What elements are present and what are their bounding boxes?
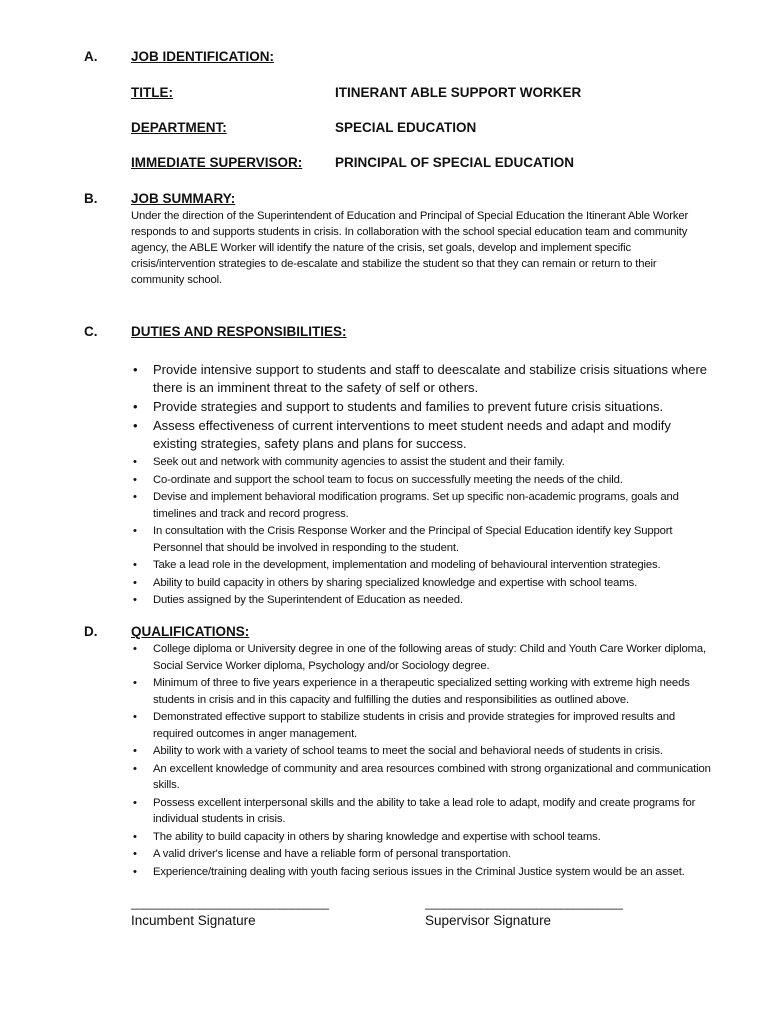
bullet-icon: • bbox=[133, 677, 137, 689]
supervisor-label: IMMEDIATE SUPERVISOR: bbox=[131, 155, 303, 170]
bullet-icon: • bbox=[133, 643, 137, 655]
section-c-letter: C. bbox=[84, 324, 98, 339]
duties-list bbox=[131, 361, 716, 610]
list-item: • Seek out and network with community agencies to assist the student and their family. bbox=[131, 454, 716, 471]
list-item: • Devise and implement behavioral modification programs. Set up specific non-academic programs, goals and timelines and track and record progress. bbox=[133, 491, 679, 520]
bullet-icon: • bbox=[133, 418, 138, 433]
section-b-heading: JOB SUMMARY: bbox=[131, 191, 236, 206]
bullet-icon: • bbox=[133, 830, 137, 843]
bullet-icon: • bbox=[133, 559, 137, 571]
list-item: • College diploma or University degree in one of the following areas of study: Child and Youth Care Worker diploma, Social Service Worker diploma, Psychology and/or Sociology degree. bbox=[133, 643, 707, 672]
section-a-letter: A. bbox=[84, 49, 98, 64]
bullet-icon: • bbox=[133, 745, 137, 757]
list-item: • Assess effectiveness of current interventions to meet student needs and adapt and modify existing strategies, safety plans and plans for success. bbox=[133, 418, 671, 451]
list-item: • Demonstrated effective support to stabilize students in crisis and provide strategies for improved results and required outcomes in anger management. bbox=[133, 711, 676, 740]
supervisor-signature-line: ________________________________ bbox=[425, 896, 623, 910]
supervisor-signature-label: Supervisor Signature bbox=[425, 913, 552, 928]
list-item: • In consultation with the Crisis Response Worker and the Principal of Special Education identify key Support Personnel that should be involved in responding to the student. bbox=[133, 525, 673, 554]
incumbent-signature-line: ________________________________ bbox=[131, 896, 329, 910]
bullet-icon: • bbox=[133, 762, 137, 775]
qualifications-list bbox=[131, 641, 716, 881]
bullet-icon: • bbox=[133, 576, 137, 589]
bullet-icon: • bbox=[133, 362, 138, 377]
bullet-icon: • bbox=[133, 865, 137, 878]
bullet-icon: • bbox=[133, 473, 137, 486]
list-item: • Co-ordinate and support the school team to focus on successfully meeting the needs of the child. bbox=[131, 472, 716, 489]
title-value: ITINERANT ABLE SUPPORT WORKER bbox=[335, 85, 582, 100]
incumbent-signature-label: Incumbent Signature bbox=[131, 913, 256, 928]
list-item: • Provide intensive support to students and staff to deescalate and stabilize crisis situations where there is an imminent threat to the safety of self or others. bbox=[133, 362, 708, 395]
section-d-heading: QUALIFICATIONS: bbox=[131, 624, 250, 639]
department-label: DEPARTMENT: bbox=[131, 120, 227, 135]
bullet-icon: • bbox=[133, 594, 137, 606]
list-item: • An excellent knowledge of community and area resources combined with strong organizational and communication skills. bbox=[133, 762, 711, 791]
list-item: • A valid driver's license and have a reliable form of personal transportation. bbox=[131, 846, 716, 863]
supervisor-value: PRINCIPAL OF SPECIAL EDUCATION bbox=[335, 155, 575, 170]
bullet-icon: • bbox=[133, 525, 137, 537]
job-summary-text: Under the direction of the Superintendent of Education and Principal of Special Education the Itinerant Able Worker responds to and supports students in crisis. In collaboration with the school special education team and community agency, the ABLE Worker will identify the nature of the crisis, set goals, develop and implement specific crisis/intervention strategies to de-escalate and stabilize the student so that they can remain or return to their community school. bbox=[131, 210, 689, 286]
bullet-icon: • bbox=[133, 796, 137, 809]
list-item: • Ability to work with a variety of school teams to meet the social and behavioral needs of students in crisis. bbox=[131, 743, 716, 760]
section-b-letter: B. bbox=[84, 191, 98, 206]
department-value: SPECIAL EDUCATION bbox=[335, 120, 477, 135]
list-item: • The ability to build capacity in others by sharing knowledge and expertise with school teams. bbox=[131, 829, 716, 846]
section-d-letter: D. bbox=[84, 624, 98, 639]
bullet-icon: • bbox=[133, 711, 137, 723]
list-item: • Provide strategies and support to students and families to prevent future crisis situations. bbox=[133, 399, 664, 414]
bullet-icon: • bbox=[133, 848, 137, 860]
bullet-icon: • bbox=[133, 399, 138, 414]
list-item: • Take a lead role in the development, implementation and modeling of behavioural intervention strategies. bbox=[131, 557, 716, 574]
list-item: • Minimum of three to five years experience in a therapeutic specialized setting working with extreme high needs students in crisis and in this capacity and fulfilling the duties and responsibilities as outlined above. bbox=[133, 677, 690, 706]
list-item: • Possess excellent interpersonal skills and the ability to take a lead role to adapt, modify and create programs for individual students in crisis. bbox=[133, 796, 696, 825]
section-c-heading: DUTIES AND RESPONSIBILITIES: bbox=[131, 324, 347, 339]
bullet-icon: • bbox=[133, 456, 137, 468]
bullet-icon: • bbox=[133, 491, 137, 503]
list-item: • Experience/training dealing with youth facing serious issues in the Criminal Justice system would be an asset. bbox=[131, 864, 716, 881]
list-item: • Duties assigned by the Superintendent of Education as needed. bbox=[131, 592, 716, 609]
section-a-heading: JOB IDENTIFICATION: bbox=[131, 49, 274, 64]
list-item: • Ability to build capacity in others by sharing specialized knowledge and expertise with school teams. bbox=[131, 575, 716, 592]
title-label: TITLE: bbox=[131, 85, 173, 100]
